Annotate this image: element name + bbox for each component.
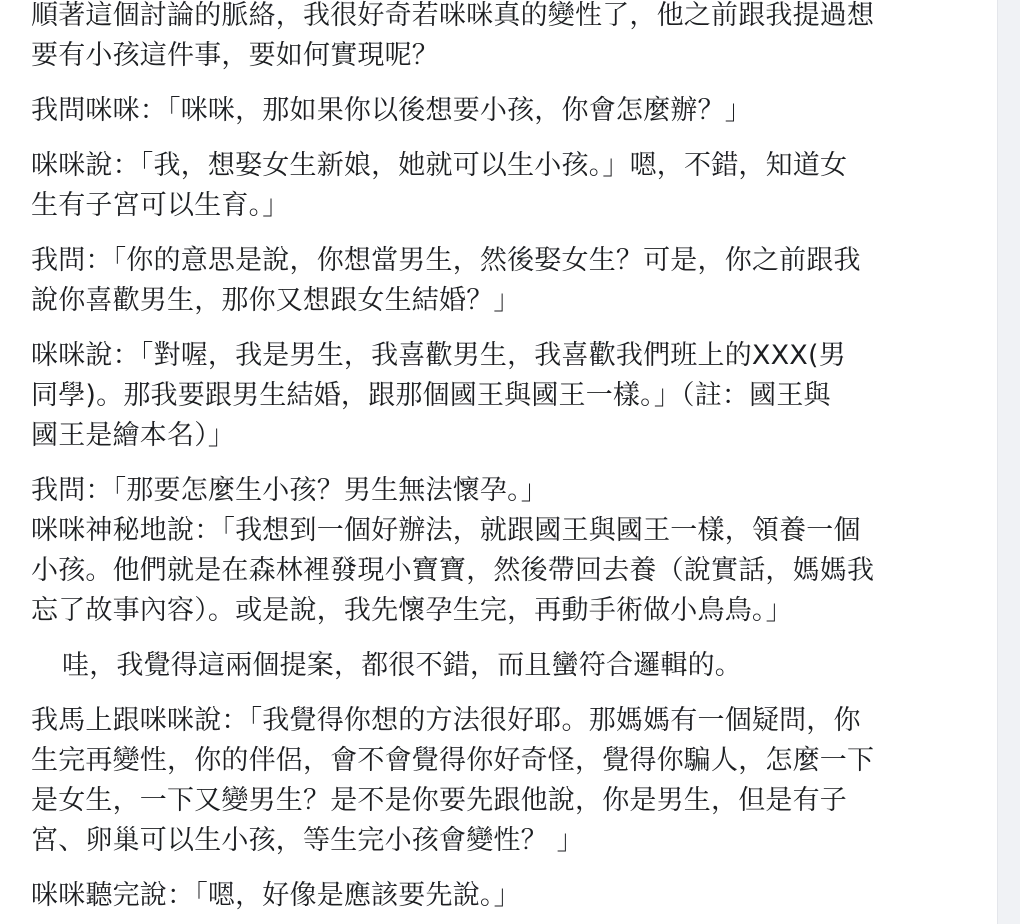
text-line: 順著這個討論的脈絡，我很好奇若咪咪真的變性了，他之前跟我提過想 [31,0,875,31]
text-line: 我問咪咪：「咪咪，那如果你以後想要小孩，你會怎麼辦？」 [31,95,752,126]
text-line: 我問：「你的意思是說，你想當男生，然後娶女生？可是，你之前跟我 [31,245,861,276]
paragraph-2 [31,91,963,131]
post-body [31,0,963,916]
text-line: 哇，我覺得這兩個提案，都很不錯，而且蠻符合邏輯的。 [62,650,742,681]
text-line: 生完再變性，你的伴侶，會不會覺得你好奇怪，覺得你騙人，怎麼一下 [31,745,875,776]
text-line: 國王是繪本名）」 [31,420,236,451]
text-line: 咪咪神秘地說：「我想到一個好辦法，就跟國王與國王一樣，領養一個 [31,515,861,546]
text-line: 咪咪說：「我，想娶女生新娘，她就可以生小孩。」嗯，不錯，知道女 [31,150,848,181]
text-line: 咪咪聽完說：「嗯，好像是應該要先說。」 [31,880,521,911]
paragraph-6 [31,471,963,631]
paragraph-1 [31,0,963,76]
text-line: 同學)。那我要跟男生結婚，跟那個國王與國王一樣。」（註：國王與 [31,380,831,411]
text-line: 小孩。他們就是在森林裡發現小寶寶，然後帶回去養（說實話，媽媽我 [31,555,875,586]
text-line: 說你喜歡男生，那你又想跟女生結婚？」 [31,285,521,316]
text-line: 要有小孩這件事，要如何實現呢？ [31,40,439,71]
paragraph-5 [31,336,963,456]
text-line: 我問：「那要怎麼生小孩？男生無法懷孕。」 [31,475,548,506]
text-line: 咪咪說：「對喔，我是男生，我喜歡男生，我喜歡我們班上的XXX(男 [31,340,846,371]
text-line: 是女生，一下又變男生？是不是你要先跟他說，你是男生，但是有子 [31,785,847,816]
paragraph-7 [31,646,963,686]
paragraph-8 [31,701,963,861]
text-line: 忘了故事內容）。或是說，我先懷孕生完，再動手術做小鳥鳥。」 [31,595,793,626]
scrollbar-track[interactable] [997,0,1020,924]
text-line: 我馬上跟咪咪說：「我覺得你想的方法很好耶。那媽媽有一個疑問，你 [31,705,861,736]
paragraph-3 [31,146,963,226]
paragraph-9 [31,876,963,916]
paragraph-4 [31,241,963,321]
text-line: 宮、卵巢可以生小孩，等生完小孩會變性？ 」 [31,825,584,856]
text-line: 生有子宮可以生育。」 [31,190,290,221]
